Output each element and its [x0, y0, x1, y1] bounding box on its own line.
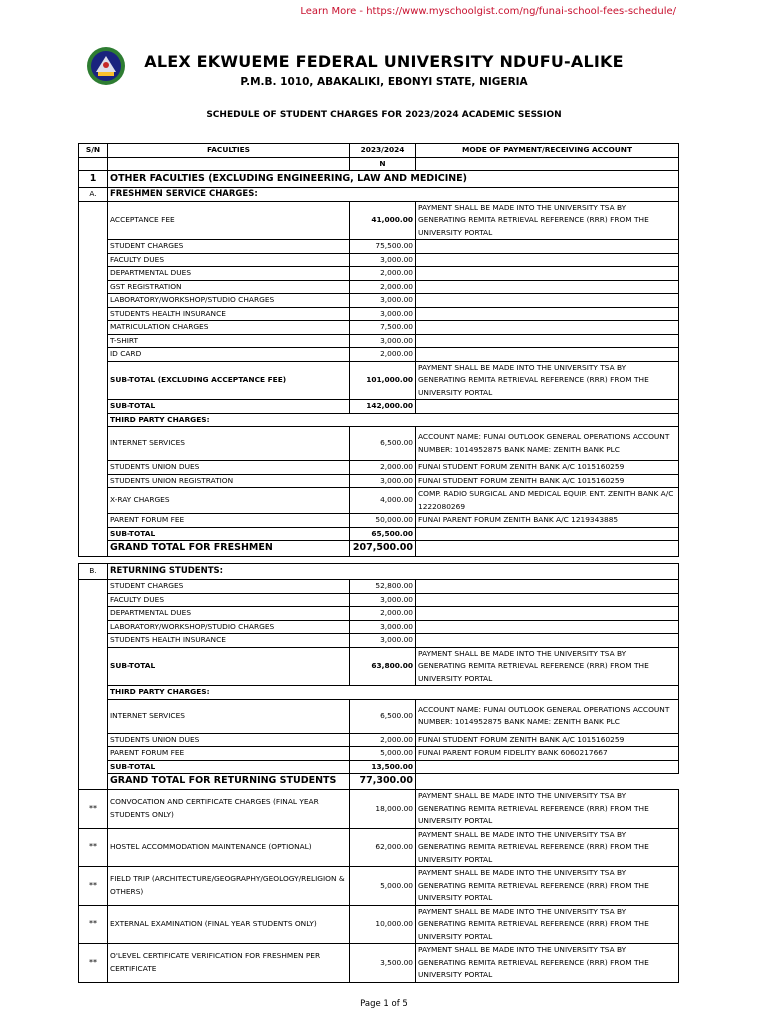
- extra-mode: PAYMENT SHALL BE MADE INTO THE UNIVERSITY TSA BY GENERATING REMITA RETRIEVAL REFERENCE (RRR) FROM THE UNIVERSITY PORTAL: [416, 944, 679, 983]
- extra-mode: PAYMENT SHALL BE MADE INTO THE UNIVERSITY TSA BY GENERATING REMITA RETRIEVAL REFERENCE (RRR) FROM THE UNIVERSITY PORTAL: [416, 828, 679, 867]
- item-amount: 2,000.00: [350, 267, 416, 281]
- table-currency-row: [79, 157, 679, 171]
- item-mode: [416, 267, 679, 281]
- item-name: DEPARTMENTAL DUES: [108, 267, 350, 281]
- item-amount: 3,000.00: [350, 307, 416, 321]
- item-mode: FUNAI STUDENT FORUM ZENITH BANK A/C 1015160259: [416, 461, 679, 475]
- freshmen-charges-table: [78, 143, 679, 557]
- item-amount: 6,500.00: [350, 699, 416, 733]
- item-name: SUB-TOTAL (EXCLUDING ACCEPTANCE FEE): [108, 361, 350, 400]
- item-name: THIRD PARTY CHARGES:: [108, 413, 679, 427]
- section-title-row: [79, 171, 679, 188]
- item-mode: [416, 593, 679, 607]
- extra-charge-row: [79, 944, 679, 983]
- table-row: [79, 733, 679, 747]
- grand-total-row: [79, 774, 679, 790]
- university-address: P.M.B. 1010, ABAKALIKI, EBONYI STATE, NIGERIA: [240, 76, 528, 88]
- item-mode: FUNAI PARENT FORUM FIDELITY BANK 6060217667: [416, 747, 679, 761]
- item-mode: FUNAI STUDENT FORUM ZENITH BANK A/C 1015160259: [416, 474, 679, 488]
- item-name: SUB-TOTAL: [108, 400, 350, 414]
- item-name: STUDENTS HEALTH INSURANCE: [108, 307, 350, 321]
- item-name: STUDENTS UNION DUES: [108, 461, 350, 475]
- table-row: [79, 307, 679, 321]
- subsection-row: [79, 564, 679, 580]
- table-row: [79, 634, 679, 648]
- item-name: STUDENTS UNION DUES: [108, 733, 350, 747]
- item-name: X-RAY CHARGES: [108, 488, 350, 514]
- table-row: [79, 686, 679, 700]
- section-number: 1: [79, 171, 108, 188]
- grand-total-label: GRAND TOTAL FOR RETURNING STUDENTS: [108, 774, 350, 790]
- item-mode: [416, 634, 679, 648]
- table-row: [79, 593, 679, 607]
- item-mode: [416, 321, 679, 335]
- page-number: Page 1 of 5: [360, 999, 408, 1009]
- item-mode: PAYMENT SHALL BE MADE INTO THE UNIVERSITY TSA BY GENERATING REMITA RETRIEVAL REFERENCE (RRR) FROM THE UNIVERSITY PORTAL: [416, 647, 679, 686]
- item-amount: 6,500.00: [350, 427, 416, 461]
- table-row: [79, 413, 679, 427]
- extra-charge-row: [79, 867, 679, 906]
- extra-mode: PAYMENT SHALL BE MADE INTO THE UNIVERSITY TSA BY GENERATING REMITA RETRIEVAL REFERENCE (RRR) FROM THE UNIVERSITY PORTAL: [416, 867, 679, 906]
- table-row: [79, 427, 679, 461]
- grand-total-row: [79, 541, 679, 557]
- item-amount: 2,000.00: [350, 733, 416, 747]
- extra-item: HOSTEL ACCOMMODATION MAINTENANCE (OPTIONAL): [108, 828, 350, 867]
- extra-charge-row: [79, 828, 679, 867]
- extra-mode: PAYMENT SHALL BE MADE INTO THE UNIVERSITY TSA BY GENERATING REMITA RETRIEVAL REFERENCE (RRR) FROM THE UNIVERSITY PORTAL: [416, 905, 679, 944]
- item-name: SUB-TOTAL: [108, 760, 350, 774]
- grand-total-amount: 77,300.00: [350, 774, 416, 790]
- item-amount: 4,000.00: [350, 488, 416, 514]
- item-name: STUDENT CHARGES: [108, 580, 350, 594]
- item-name: LABORATORY/WORKSHOP/STUDIO CHARGES: [108, 620, 350, 634]
- table-row: [79, 647, 679, 686]
- item-name: STUDENTS UNION REGISTRATION: [108, 474, 350, 488]
- item-amount: 50,000.00: [350, 514, 416, 528]
- table-row: [79, 334, 679, 348]
- subsection-row: [79, 188, 679, 202]
- item-amount: 3,000.00: [350, 334, 416, 348]
- subsection-letter: B.: [79, 564, 108, 580]
- item-mode: PAYMENT SHALL BE MADE INTO THE UNIVERSITY TSA BY GENERATING REMITA RETRIEVAL REFERENCE (RRR) FROM THE UNIVERSITY PORTAL: [416, 361, 679, 400]
- table-row: [79, 400, 679, 414]
- extra-amount: 3,500.00: [350, 944, 416, 983]
- header-mode: MODE OF PAYMENT/RECEIVING ACCOUNT: [416, 144, 679, 158]
- extra-charge-row: [79, 790, 679, 829]
- header-sn: S/N: [79, 144, 108, 158]
- item-mode: [416, 400, 679, 414]
- item-amount: 75,500.00: [350, 240, 416, 254]
- item-amount: 65,500.00: [350, 527, 416, 541]
- table-row: [79, 580, 679, 594]
- item-amount: 142,000.00: [350, 400, 416, 414]
- item-mode: [416, 348, 679, 362]
- item-amount: 3,000.00: [350, 294, 416, 308]
- item-mode: [416, 253, 679, 267]
- item-name: STUDENTS HEALTH INSURANCE: [108, 634, 350, 648]
- item-mode: [416, 620, 679, 634]
- item-name: DEPARTMENTAL DUES: [108, 607, 350, 621]
- extra-amount: 10,000.00: [350, 905, 416, 944]
- item-amount: 63,800.00: [350, 647, 416, 686]
- item-mode: ACCOUNT NAME: FUNAI OUTLOOK GENERAL OPERATIONS ACCOUNT NUMBER: 1014952875 BANK NAME: ZENITH BANK PLC: [416, 699, 679, 733]
- schedule-title: SCHEDULE OF STUDENT CHARGES FOR 2023/2024 ACADEMIC SESSION: [206, 110, 562, 120]
- item-amount: 41,000.00: [350, 201, 416, 240]
- item-name: INTERNET SERVICES: [108, 699, 350, 733]
- table-row: [79, 607, 679, 621]
- extra-mark: **: [79, 790, 108, 829]
- item-name: STUDENT CHARGES: [108, 240, 350, 254]
- table-row: [79, 280, 679, 294]
- extra-amount: 62,000.00: [350, 828, 416, 867]
- table-row: [79, 527, 679, 541]
- item-name: PARENT FORUM FEE: [108, 514, 350, 528]
- item-amount: 3,000.00: [350, 593, 416, 607]
- item-amount: 5,000.00: [350, 747, 416, 761]
- item-mode: FUNAI STUDENT FORUM ZENITH BANK A/C 1015160259: [416, 733, 679, 747]
- item-amount: 2,000.00: [350, 280, 416, 294]
- table-row: [79, 747, 679, 761]
- subsection-letter: A.: [79, 188, 108, 202]
- item-name: FACULTY DUES: [108, 593, 350, 607]
- section-title: OTHER FACULTIES (EXCLUDING ENGINEERING, LAW AND MEDICINE): [108, 171, 679, 188]
- item-amount: 3,000.00: [350, 620, 416, 634]
- table-row: [79, 461, 679, 475]
- table-row: [79, 253, 679, 267]
- item-mode: [416, 541, 679, 557]
- item-mode: FUNAI PARENT FORUM ZENITH BANK A/C 1219343885: [416, 514, 679, 528]
- item-name: T-SHIRT: [108, 334, 350, 348]
- item-name: FACULTY DUES: [108, 253, 350, 267]
- item-mode: [416, 334, 679, 348]
- item-name: SUB-TOTAL: [108, 527, 350, 541]
- university-name: ALEX EKWUEME FEDERAL UNIVERSITY NDUFU-ALIKE: [144, 52, 624, 71]
- item-amount: 13,500.00: [350, 760, 416, 774]
- header-faculties: FACULTIES: [108, 144, 350, 158]
- extra-amount: 18,000.00: [350, 790, 416, 829]
- item-amount: 2,000.00: [350, 607, 416, 621]
- item-mode: ACCOUNT NAME: FUNAI OUTLOOK GENERAL OPERATIONS ACCOUNT NUMBER: 1014952875 BANK NAME: ZENITH BANK PLC: [416, 427, 679, 461]
- extra-mark: **: [79, 944, 108, 983]
- extra-amount: 5,000.00: [350, 867, 416, 906]
- header-currency: N: [350, 157, 416, 171]
- item-amount: 2,000.00: [350, 348, 416, 362]
- table-row: [79, 474, 679, 488]
- item-name: INTERNET SERVICES: [108, 427, 350, 461]
- item-mode: [416, 240, 679, 254]
- item-amount: 3,000.00: [350, 634, 416, 648]
- grand-total-amount: 207,500.00: [350, 541, 416, 557]
- item-mode: [416, 607, 679, 621]
- header-session: 2023/2024: [350, 144, 416, 158]
- item-mode: [416, 307, 679, 321]
- item-amount: 101,000.00: [350, 361, 416, 400]
- extra-item: FIELD TRIP (ARCHITECTURE/GEOGRAPHY/GEOLOGY/RELIGION & OTHERS): [108, 867, 350, 906]
- table-row: [79, 514, 679, 528]
- table-row: [79, 699, 679, 733]
- extra-item: O'LEVEL CERTIFICATE VERIFICATION FOR FRESHMEN PER CERTIFICATE: [108, 944, 350, 983]
- item-name: LABORATORY/WORKSHOP/STUDIO CHARGES: [108, 294, 350, 308]
- item-mode: [416, 760, 679, 774]
- extra-item: EXTERNAL EXAMINATION (FINAL YEAR STUDENTS ONLY): [108, 905, 350, 944]
- table-row: [79, 620, 679, 634]
- table-row: [79, 240, 679, 254]
- learn-more-link[interactable]: Learn More - https://www.myschoolgist.com/ng/funai-school-fees-schedule/: [300, 6, 676, 17]
- item-name: ACCEPTANCE FEE: [108, 201, 350, 240]
- item-mode: PAYMENT SHALL BE MADE INTO THE UNIVERSITY TSA BY GENERATING REMITA RETRIEVAL REFERENCE (RRR) FROM THE UNIVERSITY PORTAL: [416, 201, 679, 240]
- item-amount: 2,000.00: [350, 461, 416, 475]
- item-name: GST REGISTRATION: [108, 280, 350, 294]
- table-row: [79, 760, 679, 774]
- table-row: [79, 294, 679, 308]
- subsection-title: RETURNING STUDENTS:: [108, 564, 679, 580]
- item-name: ID CARD: [108, 348, 350, 362]
- item-name: MATRICULATION CHARGES: [108, 321, 350, 335]
- extra-mark: **: [79, 905, 108, 944]
- table-header-row: [79, 144, 679, 158]
- returning-charges-table: [78, 563, 679, 983]
- item-amount: 3,000.00: [350, 474, 416, 488]
- subsection-title: FRESHMEN SERVICE CHARGES:: [108, 188, 679, 202]
- grand-total-label: GRAND TOTAL FOR FRESHMEN: [108, 541, 350, 557]
- item-amount: 3,000.00: [350, 253, 416, 267]
- item-mode: COMP. RADIO SURGICAL AND MEDICAL EQUIP. ENT. ZENITH BANK A/C 1222080269: [416, 488, 679, 514]
- item-mode: [416, 580, 679, 594]
- item-mode: [416, 527, 679, 541]
- item-mode: [416, 280, 679, 294]
- table-row: [79, 201, 679, 240]
- item-amount: 7,500.00: [350, 321, 416, 335]
- table-row: [79, 348, 679, 362]
- extra-mark: **: [79, 867, 108, 906]
- item-name: SUB-TOTAL: [108, 647, 350, 686]
- table-row: [79, 488, 679, 514]
- extra-mark: **: [79, 828, 108, 867]
- table-row: [79, 267, 679, 281]
- item-amount: 52,800.00: [350, 580, 416, 594]
- item-name: THIRD PARTY CHARGES:: [108, 686, 679, 700]
- extra-item: CONVOCATION AND CERTIFICATE CHARGES (FINAL YEAR STUDENTS ONLY): [108, 790, 350, 829]
- table-row: [79, 361, 679, 400]
- item-mode: [416, 294, 679, 308]
- table-row: [79, 321, 679, 335]
- extra-charge-row: [79, 905, 679, 944]
- item-name: PARENT FORUM FEE: [108, 747, 350, 761]
- extra-mode: PAYMENT SHALL BE MADE INTO THE UNIVERSITY TSA BY GENERATING REMITA RETRIEVAL REFERENCE (RRR) FROM THE UNIVERSITY PORTAL: [416, 790, 679, 829]
- item-mode: [416, 774, 679, 790]
